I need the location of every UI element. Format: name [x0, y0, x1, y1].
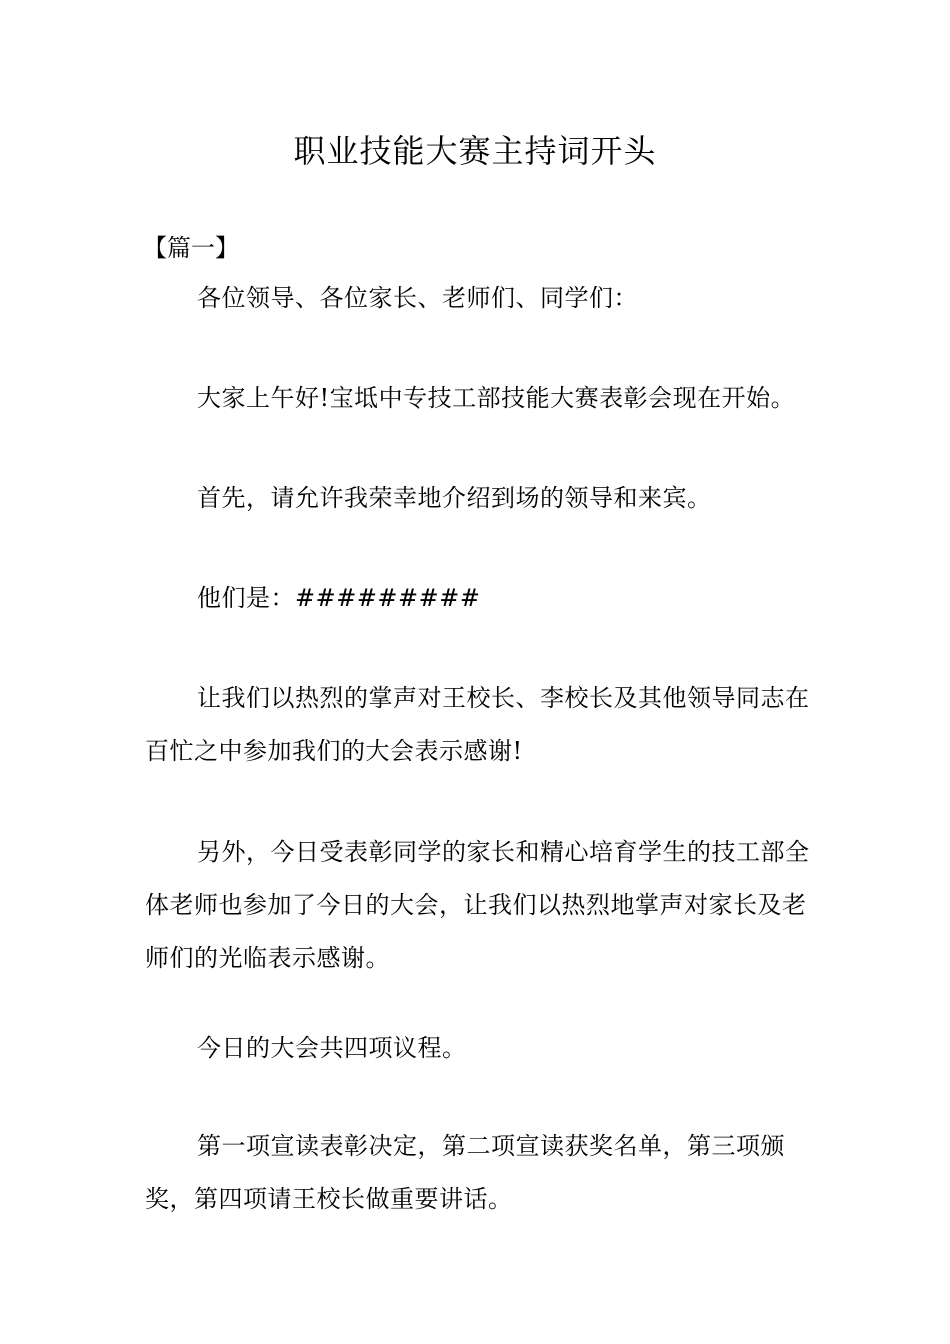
paragraph-agenda-items: 第一项宣读表彰决定，第二项宣读获奖名单，第三项颁奖，第四项请王校长做重要讲话。 [145, 1132, 785, 1213]
section-label: 【篇一】 [143, 234, 239, 262]
paragraph-guests: 他们是：######### [197, 584, 481, 612]
document-title: 职业技能大赛主持词开头 [293, 132, 657, 170]
paragraph-introduction: 首先，请允许我荣幸地介绍到场的领导和来宾。 [197, 484, 712, 512]
paragraph-opening: 大家上午好!宝坻中专技工部技能大赛表彰会现在开始。 [197, 384, 796, 412]
paragraph-thanks-parents: 另外，今日受表彰同学的家长和精心培育学生的技工部全体老师也参加了今日的大会，让我们以热烈地掌声对家长及老师们的光临表示感谢。 [145, 838, 810, 972]
paragraph-agenda: 今日的大会共四项议程。 [197, 1034, 467, 1062]
paragraph-thanks-leaders: 让我们以热烈的掌声对王校长、李校长及其他领导同志在百忙之中参加我们的大会表示感谢! [145, 684, 810, 765]
paragraph-greeting: 各位领导、各位家长、老师们、同学们： [197, 284, 638, 312]
